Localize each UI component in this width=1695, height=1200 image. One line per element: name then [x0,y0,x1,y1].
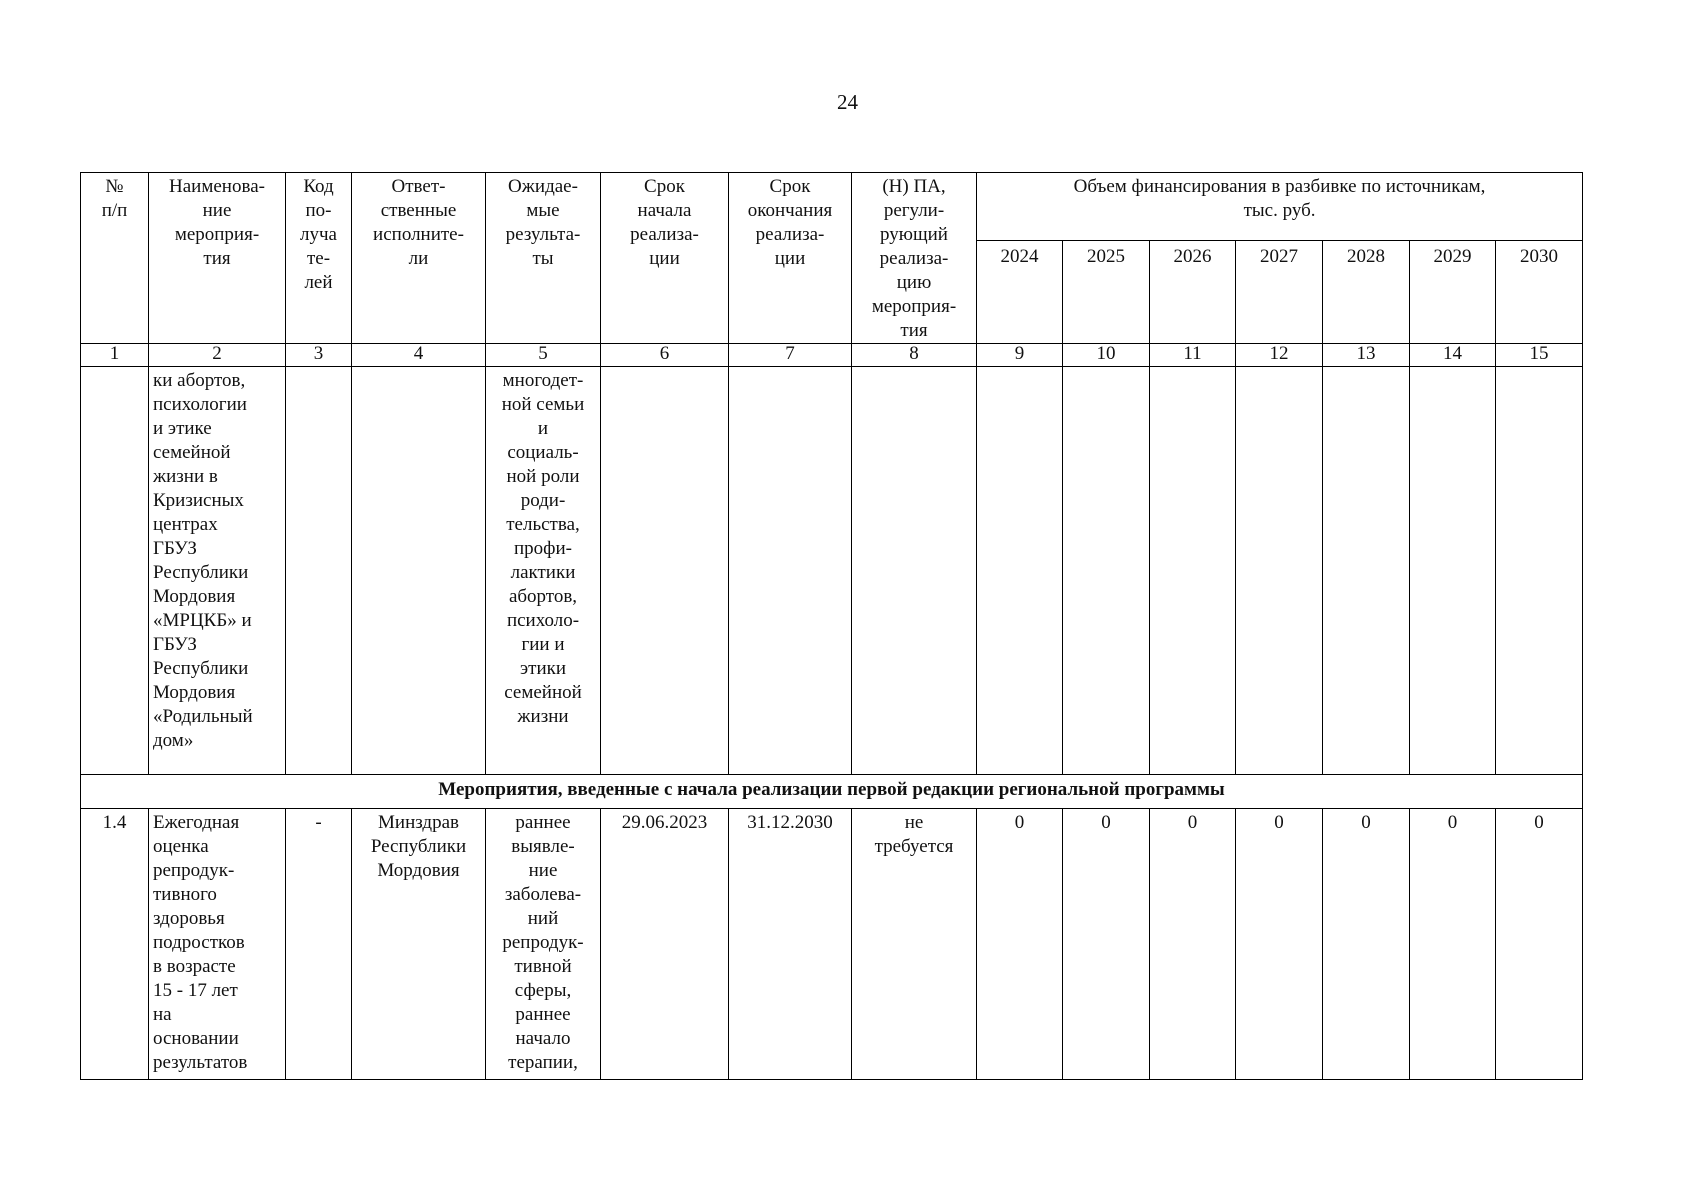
column-number: 9 [977,344,1063,367]
row-start-date: 29.06.2023 [601,809,729,1080]
empty-cell [1150,367,1236,775]
header-start: Срок начала реализа- ции [601,173,729,344]
row-code: - [286,809,352,1080]
section-title: Мероприятия, введенные с начала реализации первой редакции региональной программы [81,775,1583,809]
header-year: 2029 [1410,240,1496,343]
header-code: Код по- луча те- лей [286,173,352,344]
empty-cell [81,367,149,775]
financing-table [80,172,1583,1080]
row-end-date: 31.12.2030 [729,809,852,1080]
section-row [81,775,1583,809]
row-value-2027: 0 [1236,809,1323,1080]
header-name: Наименова- ние мероприя- тия [149,173,286,344]
row-value-2025: 0 [1063,809,1150,1080]
column-number-row [81,344,1583,367]
empty-cell [977,367,1063,775]
column-number: 10 [1063,344,1150,367]
column-number: 6 [601,344,729,367]
header-end: Срок окончания реализа- ции [729,173,852,344]
empty-cell [729,367,852,775]
empty-cell [1236,367,1323,775]
column-number: 4 [352,344,486,367]
row-value-2029: 0 [1410,809,1496,1080]
column-number: 12 [1236,344,1323,367]
empty-cell [1496,367,1583,775]
empty-cell [852,367,977,775]
header-row [81,173,1583,241]
row-value-2024: 0 [977,809,1063,1080]
column-number: 15 [1496,344,1583,367]
column-number: 1 [81,344,149,367]
header-npa: (Н) ПА, регули- рующий реализа- цию мероприя- тия [852,173,977,344]
column-number: 13 [1323,344,1410,367]
page-number: 24 [837,90,858,114]
empty-cell [1063,367,1150,775]
continuation-row [81,367,1583,775]
header-year: 2024 [977,240,1063,343]
column-number: 2 [149,344,286,367]
column-number: 11 [1150,344,1236,367]
row-value-2028: 0 [1323,809,1410,1080]
header-year: 2030 [1496,240,1583,343]
row-value-2026: 0 [1150,809,1236,1080]
row-npa: не требуется [852,809,977,1080]
continuation-results: многодет- ной семьи и социаль- ной роли роди- тельства, профи- лактики абортов, психоло- гии и этики семейной жизни [486,367,601,775]
header-year: 2027 [1236,240,1323,343]
row-results: раннее выявле- ние заболева- ний репродук- тивной сферы, раннее начало терапии, [486,809,601,1080]
column-number: 7 [729,344,852,367]
row-name: Ежегодная оценка репродук- тивного здоровья подростков в возрасте 15 - 17 лет на основании результатов [149,809,286,1080]
header-year: 2028 [1323,240,1410,343]
empty-cell [601,367,729,775]
empty-cell [286,367,352,775]
row-responsible: Минздрав Республики Мордовия [352,809,486,1080]
empty-cell [1323,367,1410,775]
column-number: 14 [1410,344,1496,367]
column-number: 3 [286,344,352,367]
header-num: № п/п [81,173,149,344]
header-financing: Объем финансирования в разбивке по источникам, тыс. руб. [977,173,1583,241]
table-row [81,809,1583,1080]
continuation-name: ки абортов, психологии и этике семейной жизни в Кризисных центрах ГБУЗ Республики Мордовия «МРЦКБ» и ГБУЗ Республики Мордовия «Родильный дом» [149,367,286,775]
header-results: Ожидае- мые результа- ты [486,173,601,344]
column-number: 8 [852,344,977,367]
column-number: 5 [486,344,601,367]
empty-cell [352,367,486,775]
header-year: 2026 [1150,240,1236,343]
row-num: 1.4 [81,809,149,1080]
header-responsible: Ответ- ственные исполните- ли [352,173,486,344]
header-year: 2025 [1063,240,1150,343]
row-value-2030: 0 [1496,809,1583,1080]
empty-cell [1410,367,1496,775]
